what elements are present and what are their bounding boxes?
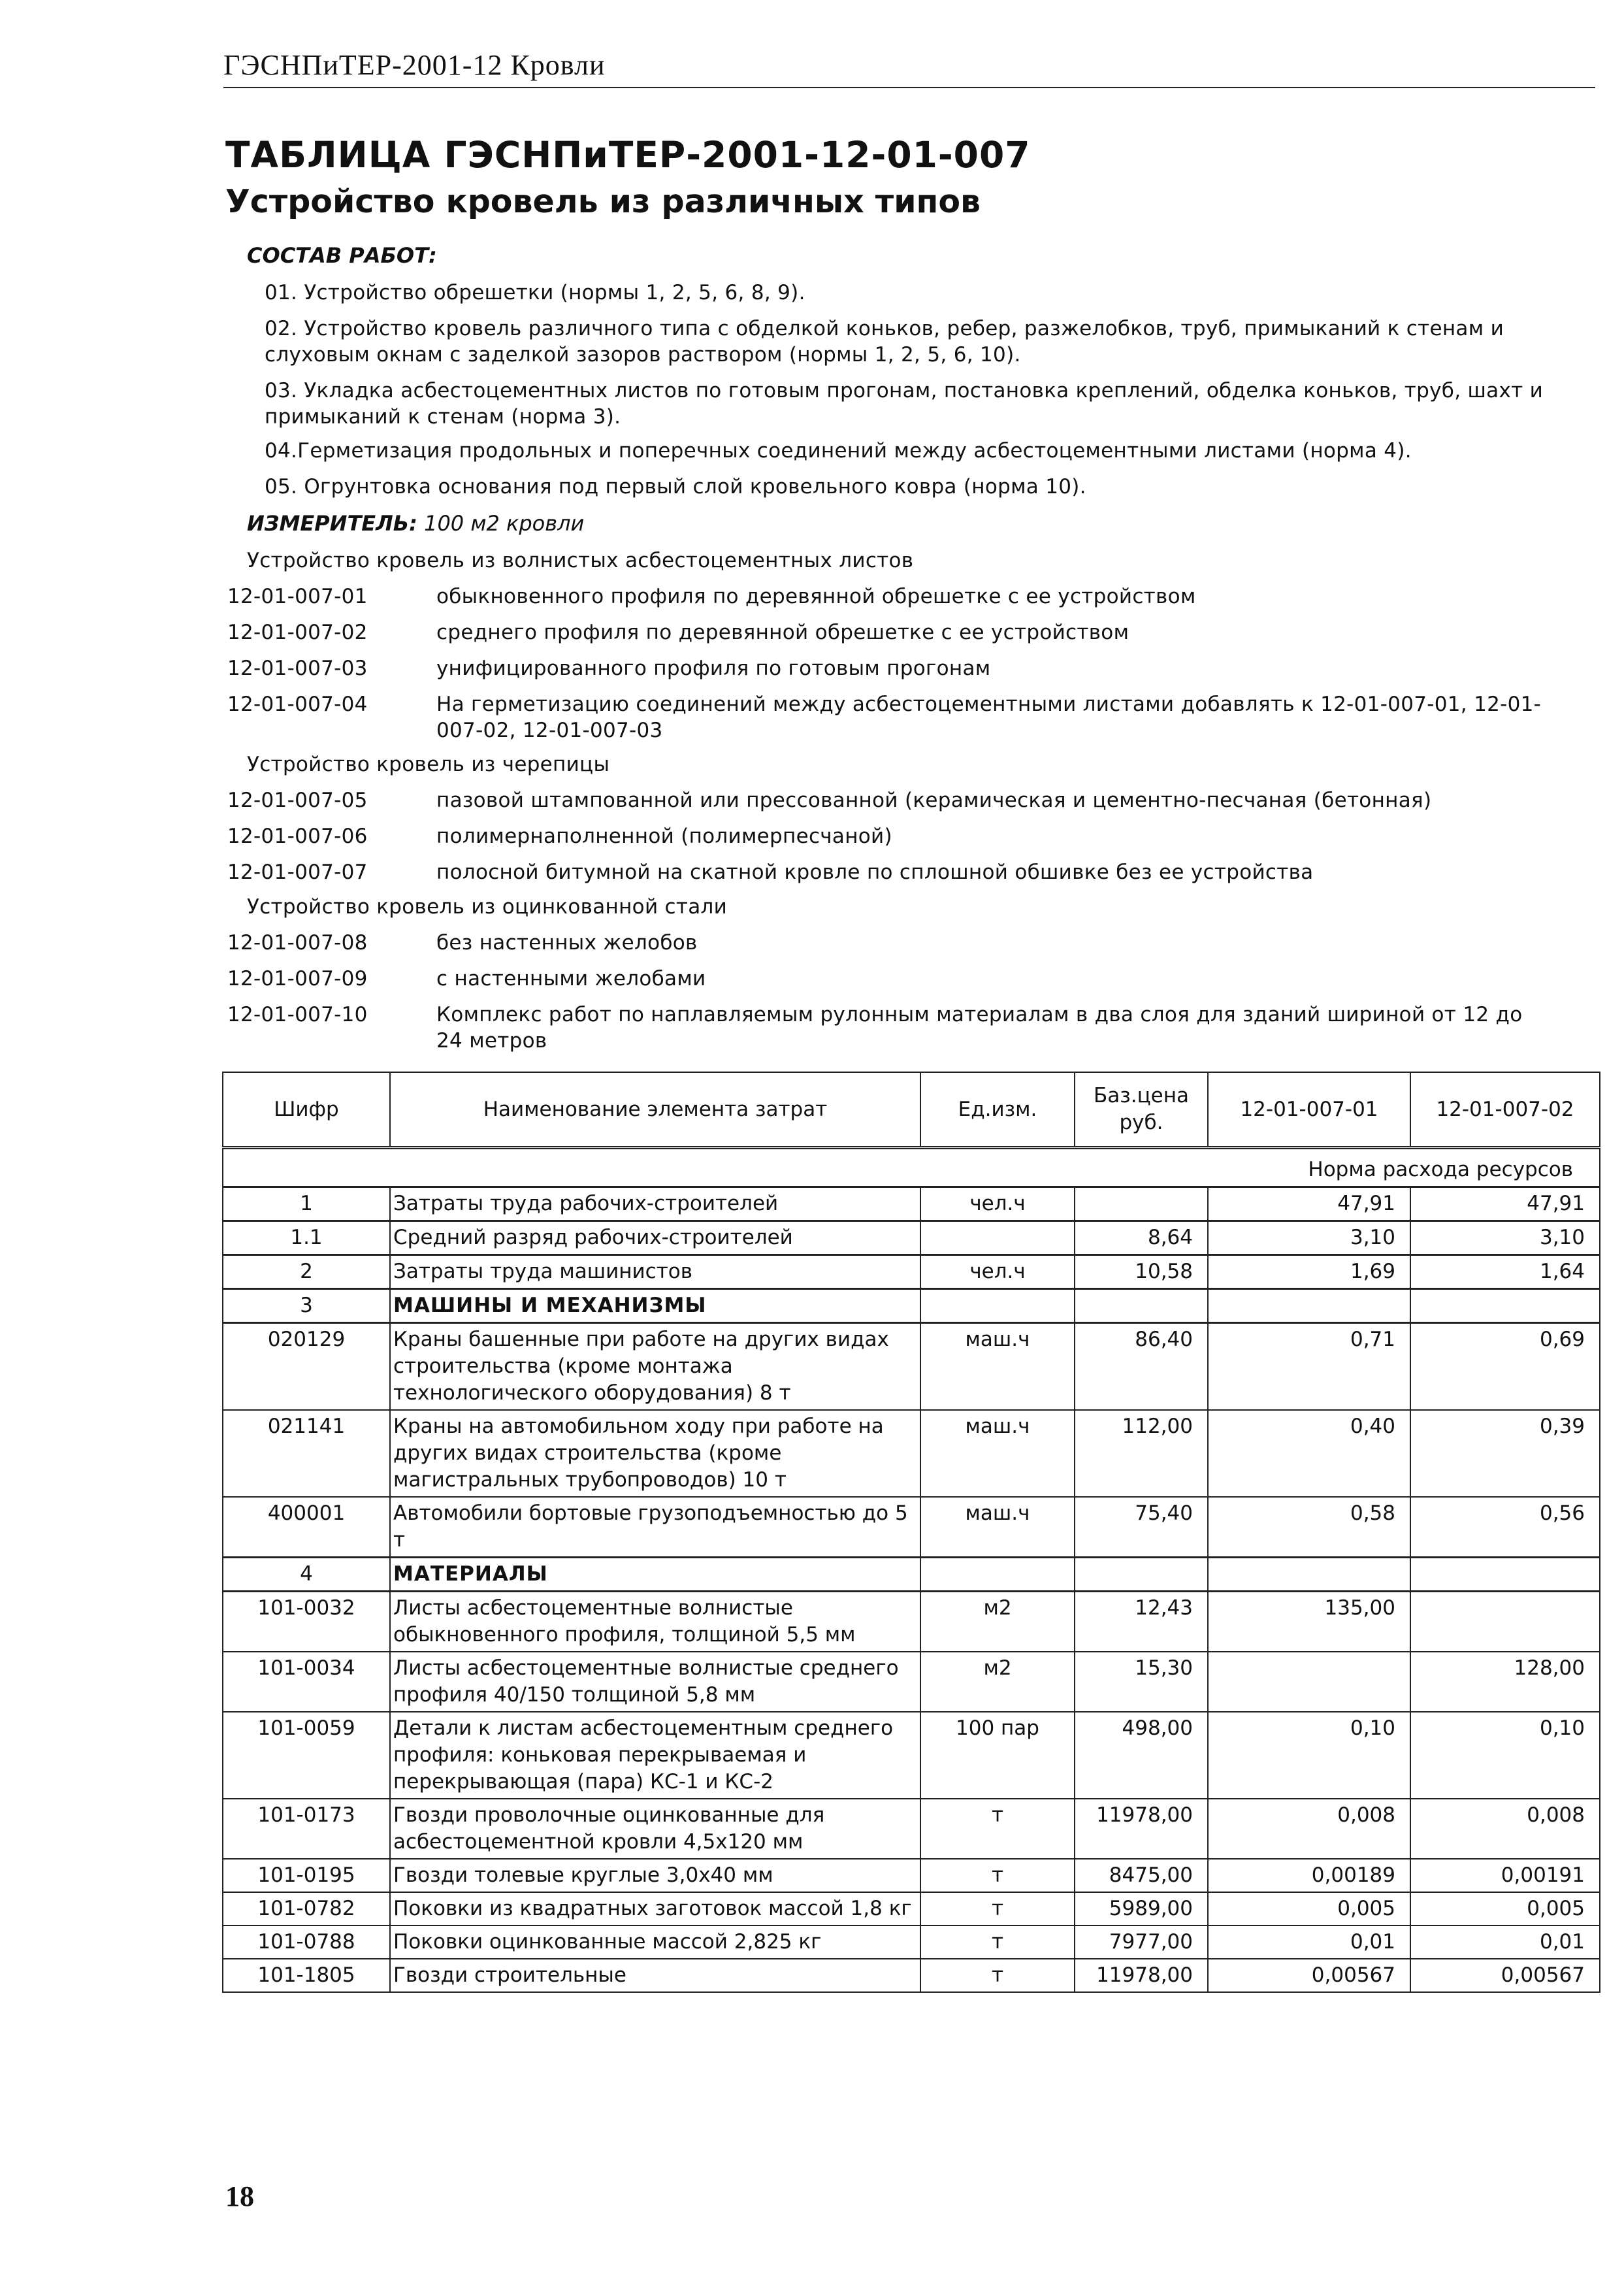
group-heading: Устройство кровель из волнистых асбестоцементных листов (247, 549, 914, 572)
resource-code: 101-0032 (223, 1592, 390, 1652)
base-price: 86,40 (1075, 1323, 1208, 1411)
table-header-row (223, 1072, 1600, 1148)
norm-description: Комплекс работ по наплавляемым рулонным материалам в два слоя для зданий шириной от 12 до 24 метров (436, 1003, 1523, 1053)
group-heading: Устройство кровель из черепицы (247, 753, 610, 776)
resource-name: Затраты труда рабочих-строителей (390, 1187, 920, 1221)
norm-description: пазовой штампованной или прессованной (керамическая и цементно-песчаная (бетонная) (436, 789, 1432, 812)
norm-description: с настенными желобами (436, 967, 706, 991)
resource-unit: м2 (920, 1652, 1075, 1712)
column-header: Ед.изм. (920, 1072, 1075, 1148)
norm-value-01: 0,00567 (1208, 1959, 1410, 1992)
resource-name: МАТЕРИАЛЫ (390, 1558, 920, 1592)
composition-item: 01. Устройство обрешетки (нормы 1, 2, 5, 6, 8, 9). (265, 281, 805, 304)
column-header: Шифр (223, 1072, 390, 1148)
resource-code: 101-1805 (223, 1959, 390, 1992)
resource-unit (920, 1558, 1075, 1592)
resource-unit (920, 1221, 1075, 1255)
column-header: 12-01-007-01 (1208, 1072, 1410, 1148)
norm-value-02 (1410, 1289, 1600, 1323)
norm-code: 12-01-007-05 (227, 789, 368, 812)
base-price (1075, 1187, 1208, 1221)
running-header: ГЭСНПиТЕР-2001-12 Кровли (223, 48, 1595, 88)
norm-value-01: 135,00 (1208, 1592, 1410, 1652)
table-row (223, 1592, 1600, 1652)
resource-name: Листы асбестоцементные волнистые среднего профиля 40/150 толщиной 5,8 мм (390, 1652, 920, 1712)
resource-name: Краны на автомобильном ходу при работе на других видах строительства (кроме магистральных трубопроводов) 10 т (390, 1410, 920, 1497)
norm-value-01: 0,10 (1208, 1712, 1410, 1799)
table-row (223, 1959, 1600, 1992)
norm-description: полимернаполненной (полимерпесчаной) (436, 825, 892, 848)
norm-value-01 (1208, 1652, 1410, 1712)
norm-value-02 (1410, 1592, 1600, 1652)
resource-unit: т (920, 1799, 1075, 1859)
resource-name: Детали к листам асбестоцементным среднего профиля: коньковая перекрываемая и перекрывающая (пара) КС-1 и КС-2 (390, 1712, 920, 1799)
resource-code: 101-0195 (223, 1859, 390, 1892)
resource-code: 101-0059 (223, 1712, 390, 1799)
norm-value-02: 0,39 (1410, 1410, 1600, 1497)
base-price: 15,30 (1075, 1652, 1208, 1712)
page-number: 18 (225, 2180, 254, 2212)
base-price: 112,00 (1075, 1410, 1208, 1497)
title-block (225, 131, 1597, 225)
norm-value-01: 47,91 (1208, 1187, 1410, 1221)
resource-code: 101-0782 (223, 1892, 390, 1925)
resource-unit: маш.ч (920, 1410, 1075, 1497)
norm-value-02: 0,008 (1410, 1799, 1600, 1859)
base-price: 7977,00 (1075, 1925, 1208, 1959)
norm-value-02: 0,005 (1410, 1892, 1600, 1925)
norm-value-01 (1208, 1289, 1410, 1323)
base-price (1075, 1558, 1208, 1592)
base-price: 12,43 (1075, 1592, 1208, 1652)
table-title: ТАБЛИЦА ГЭСНПиТЕР-2001-12-01-007 (225, 134, 1031, 176)
table-row (223, 1892, 1600, 1925)
norm-code: 12-01-007-10 (227, 1003, 368, 1026)
norm-caption-row (223, 1148, 1600, 1187)
resource-name: Гвозди проволочные оцинкованные для асбестоцементной кровли 4,5x120 мм (390, 1799, 920, 1859)
resource-code: 1.1 (223, 1221, 390, 1255)
resource-unit: маш.ч (920, 1323, 1075, 1411)
resource-code: 2 (223, 1255, 390, 1289)
resource-unit (920, 1289, 1075, 1323)
table-row (223, 1925, 1600, 1959)
composition-label: СОСТАВ РАБОТ: (247, 243, 437, 268)
resource-name: Средний разряд рабочих-строителей (390, 1221, 920, 1255)
norm-code: 12-01-007-03 (227, 657, 368, 680)
norm-value-01: 0,01 (1208, 1925, 1410, 1959)
norm-value-01: 0,00189 (1208, 1859, 1410, 1892)
norm-description: без настенных желобов (436, 931, 698, 955)
table-row (223, 1410, 1600, 1497)
resource-unit: чел.ч (920, 1187, 1075, 1221)
table-row (223, 1712, 1600, 1799)
norm-value-02: 0,00567 (1410, 1959, 1600, 1992)
norm-value-01: 0,40 (1208, 1410, 1410, 1497)
norm-value-02: 0,69 (1410, 1323, 1600, 1411)
base-price: 10,58 (1075, 1255, 1208, 1289)
norm-description: среднего профиля по деревянной обрешетке с ее устройством (436, 621, 1129, 644)
resource-code: 4 (223, 1558, 390, 1592)
resource-unit: м2 (920, 1592, 1075, 1652)
group-heading: Устройство кровель из оцинкованной стали (247, 895, 728, 919)
norm-value-01: 1,69 (1208, 1255, 1410, 1289)
norm-code: 12-01-007-01 (227, 585, 368, 608)
measure-line (247, 511, 584, 536)
norm-value-01: 0,58 (1208, 1497, 1410, 1558)
base-price: 498,00 (1075, 1712, 1208, 1799)
composition-item: 05. Огрунтовка основания под первый слой кровельного ковра (норма 10). (265, 475, 1086, 499)
resource-name: Затраты труда машинистов (390, 1255, 920, 1289)
norm-value-01: 3,10 (1208, 1221, 1410, 1255)
table-row (223, 1497, 1600, 1558)
composition-item: 02. Устройство кровель различного типа с обделкой коньков, ребер, разжелобков, труб, примыканий к стенам и слуховым окнам с заделкой зазоров раствором (нормы 1, 2, 5, 6, 10). (265, 317, 1504, 367)
table-row (223, 1255, 1600, 1289)
table-row (223, 1323, 1600, 1411)
table-group-row (223, 1558, 1600, 1592)
resource-unit: 100 пар (920, 1712, 1075, 1799)
resource-name: Поковки из квадратных заготовок массой 1,8 кг (390, 1892, 920, 1925)
column-header: Наименование элемента затрат (390, 1072, 920, 1148)
norm-value-02: 0,00191 (1410, 1859, 1600, 1892)
norm-caption: Норма расхода ресурсов (223, 1148, 1600, 1187)
resource-code: 1 (223, 1187, 390, 1221)
resource-table (222, 1072, 1600, 1993)
base-price: 11978,00 (1075, 1959, 1208, 1992)
resource-unit: т (920, 1859, 1075, 1892)
norm-value-02: 47,91 (1410, 1187, 1600, 1221)
measure-label: ИЗМЕРИТЕЛЬ: (247, 511, 417, 536)
norm-description: На герметизацию соединений между асбестоцементными листами добавлять к 12-01-007-01, 12-01-007-02, 12-01-007-03 (436, 693, 1542, 742)
resource-name: Листы асбестоцементные волнистые обыкновенного профиля, толщиной 5,5 мм (390, 1592, 920, 1652)
resource-code: 101-0034 (223, 1652, 390, 1712)
composition-item: 03. Укладка асбестоцементных листов по готовым прогонам, постановка креплений, обделка коньков, труб, шахт и примыканий к стенам (норма 3). (265, 379, 1544, 429)
norm-description: полосной битумной на скатной кровле по сплошной обшивке без ее устройства (436, 860, 1314, 884)
resource-code: 101-0173 (223, 1799, 390, 1859)
norm-code: 12-01-007-07 (227, 860, 368, 884)
norm-value-02: 3,10 (1410, 1221, 1600, 1255)
resource-unit: т (920, 1892, 1075, 1925)
table-row (223, 1187, 1600, 1221)
norm-value-02: 0,10 (1410, 1712, 1600, 1799)
table-row (223, 1221, 1600, 1255)
table-row (223, 1859, 1600, 1892)
resource-code: 400001 (223, 1497, 390, 1558)
norm-value-02: 0,01 (1410, 1925, 1600, 1959)
composition-item: 04.Герметизация продольных и поперечных соединений между асбестоцементными листами (норма 4). (265, 439, 1412, 463)
table-row (223, 1652, 1600, 1712)
norm-code: 12-01-007-06 (227, 825, 368, 848)
resource-unit: чел.ч (920, 1255, 1075, 1289)
norm-value-02: 1,64 (1410, 1255, 1600, 1289)
resource-code: 101-0788 (223, 1925, 390, 1959)
norm-code: 12-01-007-04 (227, 693, 368, 716)
resource-unit: т (920, 1925, 1075, 1959)
norm-value-01: 0,71 (1208, 1323, 1410, 1411)
resource-code: 021141 (223, 1410, 390, 1497)
base-price: 8475,00 (1075, 1859, 1208, 1892)
norm-value-01: 0,008 (1208, 1799, 1410, 1859)
resource-code: 3 (223, 1289, 390, 1323)
resource-name: Гвозди строительные (390, 1959, 920, 1992)
norm-value-02: 0,56 (1410, 1497, 1600, 1558)
resource-name: Автомобили бортовые грузоподъемностью до 5 т (390, 1497, 920, 1558)
norm-code: 12-01-007-02 (227, 621, 368, 644)
table-subtitle: Устройство кровель из различных типов (225, 183, 981, 220)
resource-unit: маш.ч (920, 1497, 1075, 1558)
table-row (223, 1799, 1600, 1859)
resource-name: Краны башенные при работе на других видах строительства (кроме монтажа технологического оборудования) 8 т (390, 1323, 920, 1411)
table-group-row (223, 1289, 1600, 1323)
base-price (1075, 1289, 1208, 1323)
norm-value-01: 0,005 (1208, 1892, 1410, 1925)
norm-description: обыкновенного профиля по деревянной обрешетке с ее устройством (436, 585, 1196, 608)
norm-value-02: 128,00 (1410, 1652, 1600, 1712)
base-price: 75,40 (1075, 1497, 1208, 1558)
measure-value: 100 м2 кровли (424, 511, 585, 536)
base-price: 5989,00 (1075, 1892, 1208, 1925)
column-header: Баз.цена руб. (1075, 1072, 1208, 1148)
norm-value-01 (1208, 1558, 1410, 1592)
base-price: 11978,00 (1075, 1799, 1208, 1859)
norm-value-02 (1410, 1558, 1600, 1592)
norm-description: унифицированного профиля по готовым прогонам (436, 657, 991, 680)
resource-name: Гвозди толевые круглые 3,0x40 мм (390, 1859, 920, 1892)
column-header: 12-01-007-02 (1410, 1072, 1600, 1148)
resource-name: Поковки оцинкованные массой 2,825 кг (390, 1925, 920, 1959)
resource-unit: т (920, 1959, 1075, 1992)
base-price: 8,64 (1075, 1221, 1208, 1255)
resource-name: МАШИНЫ И МЕХАНИЗМЫ (390, 1289, 920, 1323)
norm-code: 12-01-007-08 (227, 931, 368, 955)
norm-code: 12-01-007-09 (227, 967, 368, 991)
resource-code: 020129 (223, 1323, 390, 1411)
